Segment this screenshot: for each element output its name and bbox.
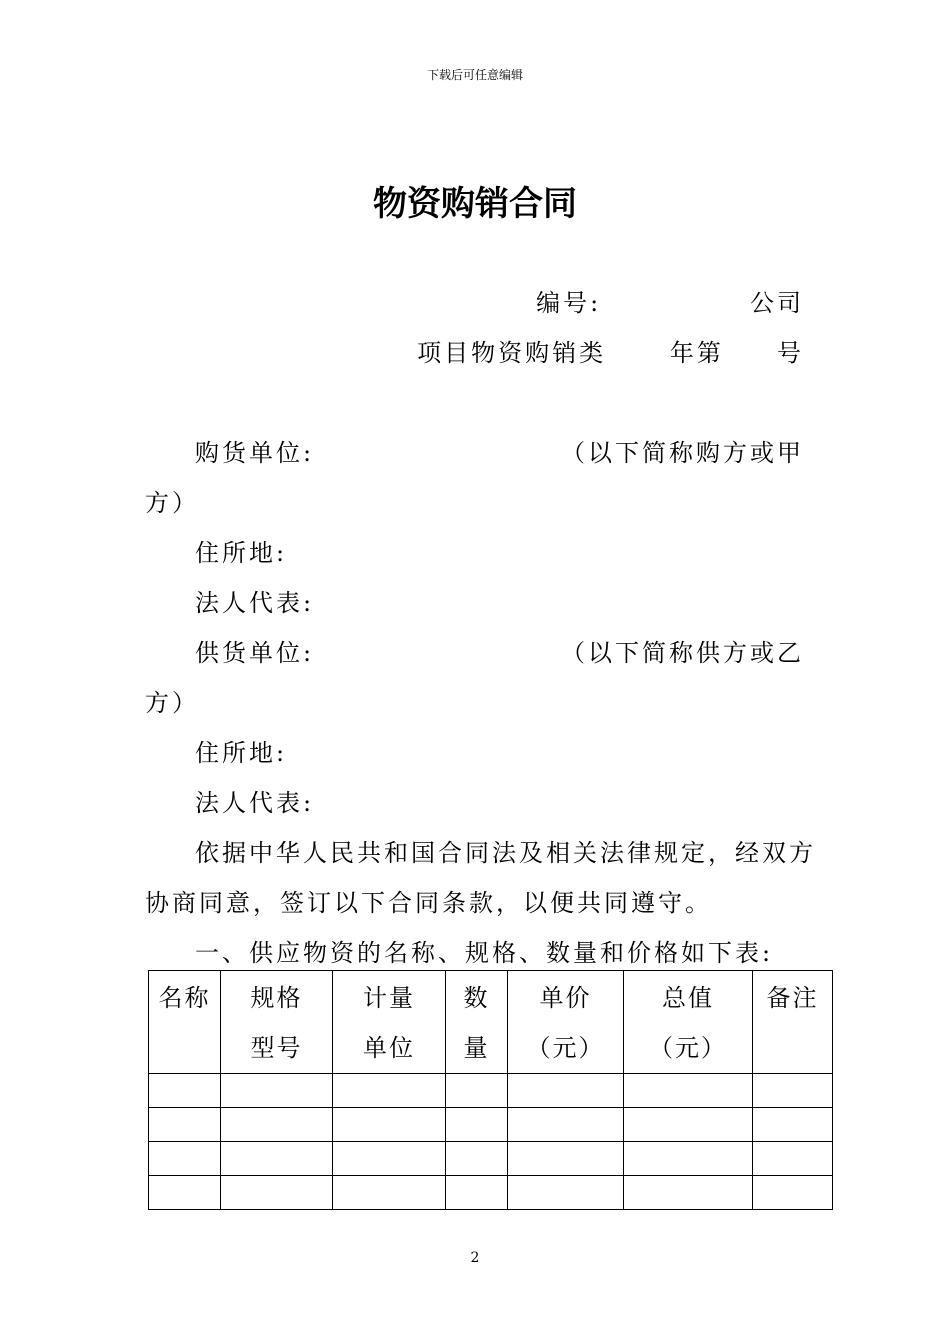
- buyer-address-label: 住所地:: [195, 539, 288, 567]
- table-cell[interactable]: [508, 1074, 624, 1108]
- table-cell[interactable]: [753, 1176, 833, 1210]
- buyer-label: 购货单位:: [195, 439, 315, 467]
- header-cell-unit: 计量 单位: [333, 971, 446, 1074]
- table-cell[interactable]: [149, 1176, 221, 1210]
- contract-category-line: 项目物资购销类 年第 号: [417, 339, 804, 367]
- table-row: [149, 1108, 833, 1142]
- table-row: [149, 1142, 833, 1176]
- table-cell[interactable]: [624, 1142, 753, 1176]
- table-row: [149, 1176, 833, 1210]
- header-cell-quantity: 数 量: [446, 971, 508, 1074]
- table-cell[interactable]: [446, 1142, 508, 1176]
- header-cell-remarks: 备注: [753, 971, 833, 1074]
- table-row: [149, 1074, 833, 1108]
- table-cell[interactable]: [221, 1074, 333, 1108]
- table-cell[interactable]: [508, 1176, 624, 1210]
- page-number: 2: [470, 1250, 480, 1266]
- table-cell[interactable]: [753, 1108, 833, 1142]
- seller-label: 供货单位:: [195, 639, 315, 667]
- table-cell[interactable]: [221, 1142, 333, 1176]
- intro-paragraph-line1: 依据中华人民共和国合同法及相关法律规定，经双方: [195, 839, 816, 867]
- table-cell[interactable]: [333, 1108, 446, 1142]
- header-cell-spec: 规格 型号: [221, 971, 333, 1074]
- table-cell[interactable]: [333, 1074, 446, 1108]
- table-header-row: [149, 971, 833, 1074]
- table-cell[interactable]: [446, 1108, 508, 1142]
- intro-paragraph-line2: 协商同意，签订以下合同条款，以便共同遵守。: [145, 889, 712, 917]
- seller-representative-label: 法人代表:: [195, 789, 315, 817]
- buyer-note-continued: 方）: [145, 489, 199, 517]
- table-cell[interactable]: [221, 1108, 333, 1142]
- table-cell[interactable]: [508, 1108, 624, 1142]
- table-cell[interactable]: [333, 1176, 446, 1210]
- goods-table: [148, 970, 833, 1210]
- table-cell[interactable]: [149, 1108, 221, 1142]
- table-cell[interactable]: [446, 1074, 508, 1108]
- seller-address-label: 住所地:: [195, 739, 288, 767]
- table-cell[interactable]: [149, 1074, 221, 1108]
- table-cell[interactable]: [624, 1108, 753, 1142]
- header-cell-total: 总值 （元）: [624, 971, 753, 1074]
- table-cell[interactable]: [624, 1074, 753, 1108]
- table-cell[interactable]: [446, 1176, 508, 1210]
- table-cell[interactable]: [149, 1142, 221, 1176]
- table-cell[interactable]: [624, 1176, 753, 1210]
- table-cell[interactable]: [333, 1142, 446, 1176]
- header-cell-name: 名称: [149, 971, 221, 1074]
- table-cell[interactable]: [221, 1176, 333, 1210]
- table-cell[interactable]: [753, 1142, 833, 1176]
- contract-number-line: 编号: 公司: [536, 289, 804, 317]
- seller-note-continued: 方）: [145, 689, 199, 717]
- table-cell[interactable]: [753, 1074, 833, 1108]
- header-cell-unit-price: 单价 （元）: [508, 971, 624, 1074]
- header-note: 下载后可任意编辑: [426, 68, 523, 82]
- section1-heading: 一、供应物资的名称、规格、数量和价格如下表:: [195, 939, 774, 967]
- document-title: 物资购销合同: [373, 184, 577, 224]
- table-cell[interactable]: [508, 1142, 624, 1176]
- seller-note: （以下简称供方或乙: [561, 639, 804, 667]
- buyer-note: （以下简称购方或甲: [561, 439, 804, 467]
- buyer-representative-label: 法人代表:: [195, 589, 315, 617]
